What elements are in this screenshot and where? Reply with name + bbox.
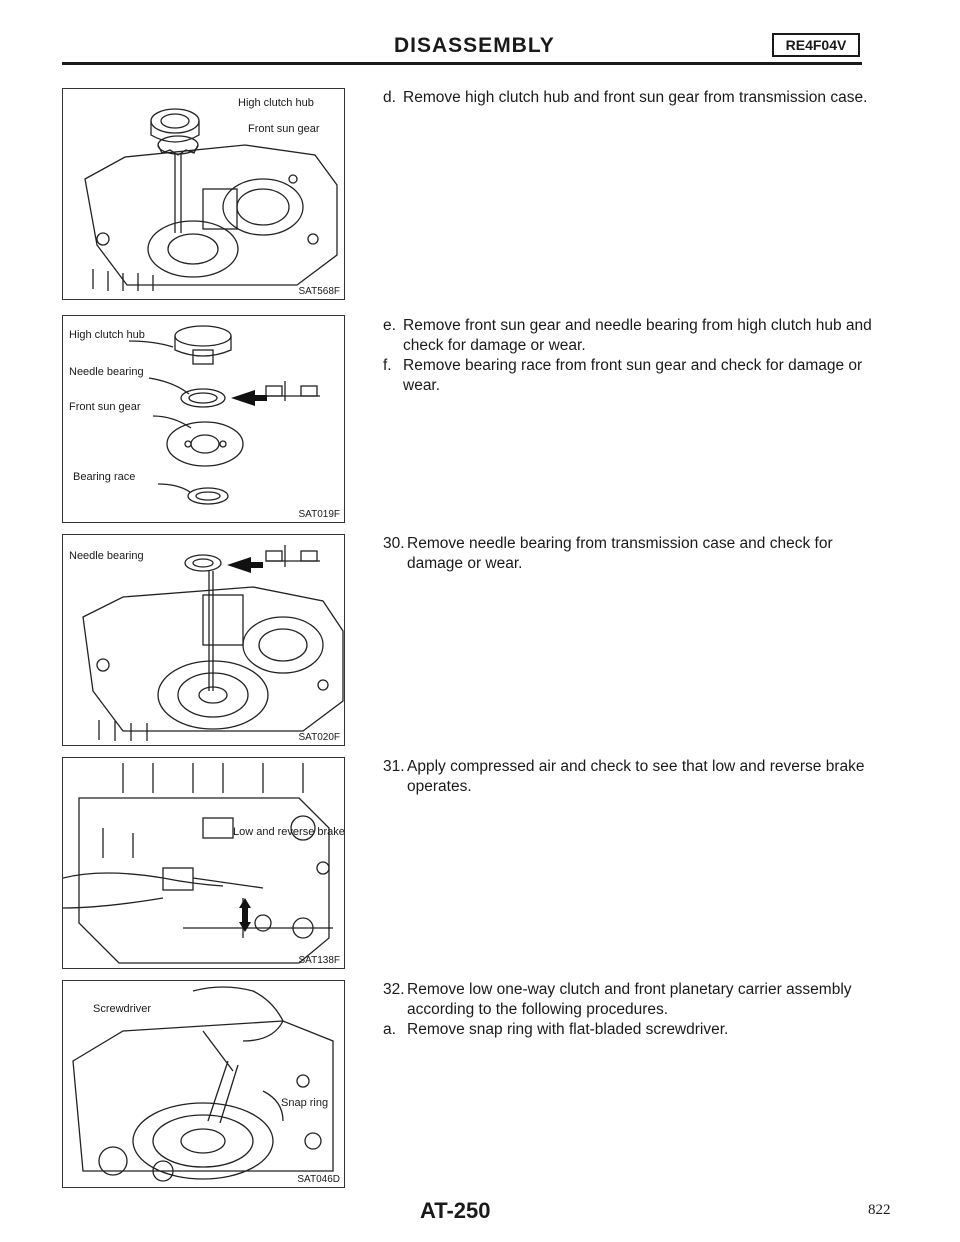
step-text: Remove high clutch hub and front sun gear from transmission case. xyxy=(403,89,868,106)
figure-code: SAT019F xyxy=(298,509,340,520)
figure-exploded-sun-gear xyxy=(62,315,345,523)
figure-code: SAT138F xyxy=(298,955,340,966)
figure-snap-ring xyxy=(62,980,345,1188)
callout-bearing-race: Bearing race xyxy=(73,471,136,483)
callout-front-sun-gear: Front sun gear xyxy=(248,123,320,135)
step-text: Remove low one-way clutch and front planetary carrier assembly according to the following procedures. xyxy=(407,981,852,1018)
step-a xyxy=(383,1020,873,1040)
figure-code: SAT568F xyxy=(298,286,340,297)
step-number: f. xyxy=(383,357,392,374)
model-badge: RE4F04V xyxy=(772,33,860,57)
transmission-case-illustration xyxy=(63,535,346,747)
page-code: AT-250 xyxy=(420,1198,491,1223)
figure-low-reverse-brake xyxy=(62,757,345,969)
step-32 xyxy=(383,980,873,1020)
step-d xyxy=(383,88,873,108)
callout-needle-bearing: Needle bearing xyxy=(69,550,144,562)
figure-high-clutch-hub xyxy=(62,88,345,300)
step-number: e. xyxy=(383,317,396,334)
step-number: a. xyxy=(383,1021,396,1038)
callout-high-clutch-hub: High clutch hub xyxy=(238,97,314,109)
header-rule xyxy=(62,62,862,65)
callout-low-reverse-brake: Low and reverse brake xyxy=(233,826,345,838)
callout-snap-ring: Snap ring xyxy=(281,1097,329,1109)
step-number: 30. xyxy=(383,535,405,552)
callout-needle-bearing: Needle bearing xyxy=(69,366,144,378)
page-title: DISASSEMBLY xyxy=(394,34,555,57)
step-30 xyxy=(383,534,873,574)
figure-code: SAT046D xyxy=(297,1174,340,1185)
step-31 xyxy=(383,757,873,797)
step-number: 31. xyxy=(383,758,405,775)
step-f xyxy=(383,356,873,396)
callout-screwdriver: Screwdriver xyxy=(93,1003,152,1015)
compressed-air-illustration xyxy=(63,758,346,970)
page-number: 822 xyxy=(868,1202,891,1218)
figure-needle-bearing-case xyxy=(62,534,345,746)
step-number: 32. xyxy=(383,981,405,998)
step-e xyxy=(383,316,873,356)
step-text: Remove front sun gear and needle bearing from high clutch hub and check for damage or wear. xyxy=(403,317,872,354)
figure-code: SAT020F xyxy=(298,732,340,743)
exploded-view-illustration xyxy=(63,316,346,524)
step-text: Remove bearing race from front sun gear and check for damage or wear. xyxy=(403,357,863,394)
step-text: Remove needle bearing from transmission case and check for damage or wear. xyxy=(407,535,833,572)
callout-high-clutch-hub: High clutch hub xyxy=(69,329,145,341)
transmission-case-illustration xyxy=(63,89,346,301)
callout-front-sun-gear: Front sun gear xyxy=(69,401,141,413)
step-text: Apply compressed air and check to see that low and reverse brake operates. xyxy=(407,758,865,795)
step-text: Remove snap ring with flat-bladed screwdriver. xyxy=(407,1021,729,1038)
step-number: d. xyxy=(383,89,396,106)
